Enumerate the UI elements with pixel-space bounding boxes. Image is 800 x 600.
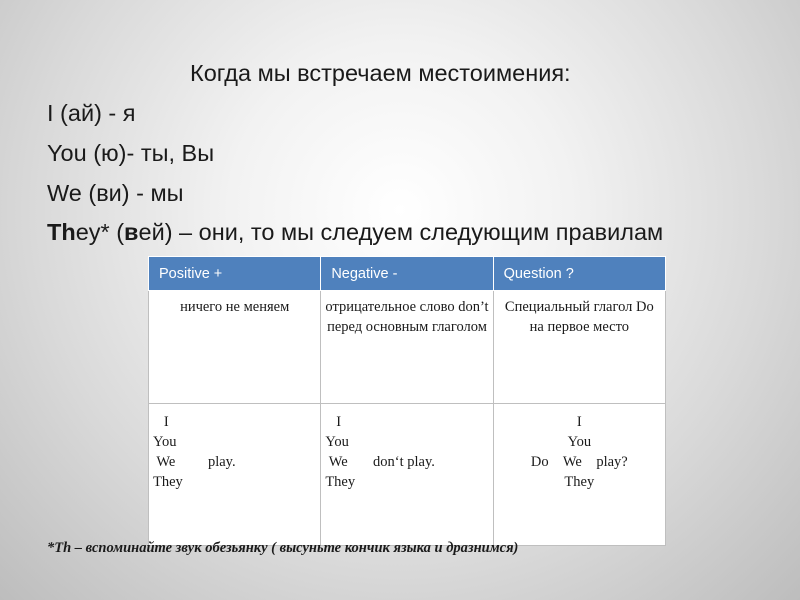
- desc-question: Специальный глагол Do на первое место: [493, 291, 665, 404]
- pronoun-i: I: [47, 100, 54, 126]
- they-rest: ей) – они, то мы следуем следующим правилам: [138, 219, 664, 245]
- examples-question: [493, 404, 665, 546]
- pronoun-you-translation: ou (ю)- ты, Вы: [60, 140, 215, 166]
- table-row-examples: [149, 404, 666, 546]
- pronoun-we-line: [47, 180, 184, 207]
- example-line: We don‘t play.: [325, 454, 435, 470]
- title-line: Когда мы встречаем местоимения:: [190, 60, 571, 86]
- desc-positive: ничего не меняем: [149, 291, 321, 404]
- example-line: They: [564, 474, 595, 490]
- header-question: Question ?: [493, 257, 665, 291]
- examples-negative: [321, 404, 493, 546]
- example-line: They: [153, 474, 183, 490]
- they-bold-th: Th: [47, 219, 76, 245]
- pronoun-we-translation: e (ви) - мы: [68, 180, 184, 206]
- example-line: You: [153, 434, 177, 450]
- example-line: You: [325, 434, 349, 450]
- table-row-description: [149, 291, 666, 404]
- example-line: Do We play?: [530, 454, 628, 470]
- they-after-th: ey* (: [75, 219, 125, 245]
- they-bold-v: в: [124, 219, 139, 245]
- header-positive: Positive +: [149, 257, 321, 291]
- rules-table: [148, 256, 666, 546]
- pronoun-we-first-letter: W: [47, 180, 69, 206]
- pronoun-you-line: [47, 140, 214, 167]
- footnote: *Th – вспоминайте звук обезьянку ( высуньте кончик языка и дразнимся): [47, 540, 519, 556]
- pronoun-you-first-letter: Y: [47, 140, 61, 166]
- desc-negative: отрицательное слово don’t перед основным глаголом: [321, 291, 493, 404]
- table-header-row: [149, 257, 666, 291]
- example-line: I: [325, 414, 342, 430]
- examples-positive: [149, 404, 321, 546]
- example-line: They: [325, 474, 356, 490]
- example-line: I: [576, 414, 582, 430]
- pronoun-i-line: [47, 100, 136, 127]
- example-line: I: [153, 414, 169, 430]
- example-line: You: [567, 434, 592, 450]
- header-negative: Negative -: [321, 257, 493, 291]
- pronoun-they-line: [47, 219, 663, 246]
- example-line: We play.: [153, 454, 236, 470]
- pronoun-i-translation: (ай) - я: [53, 100, 136, 126]
